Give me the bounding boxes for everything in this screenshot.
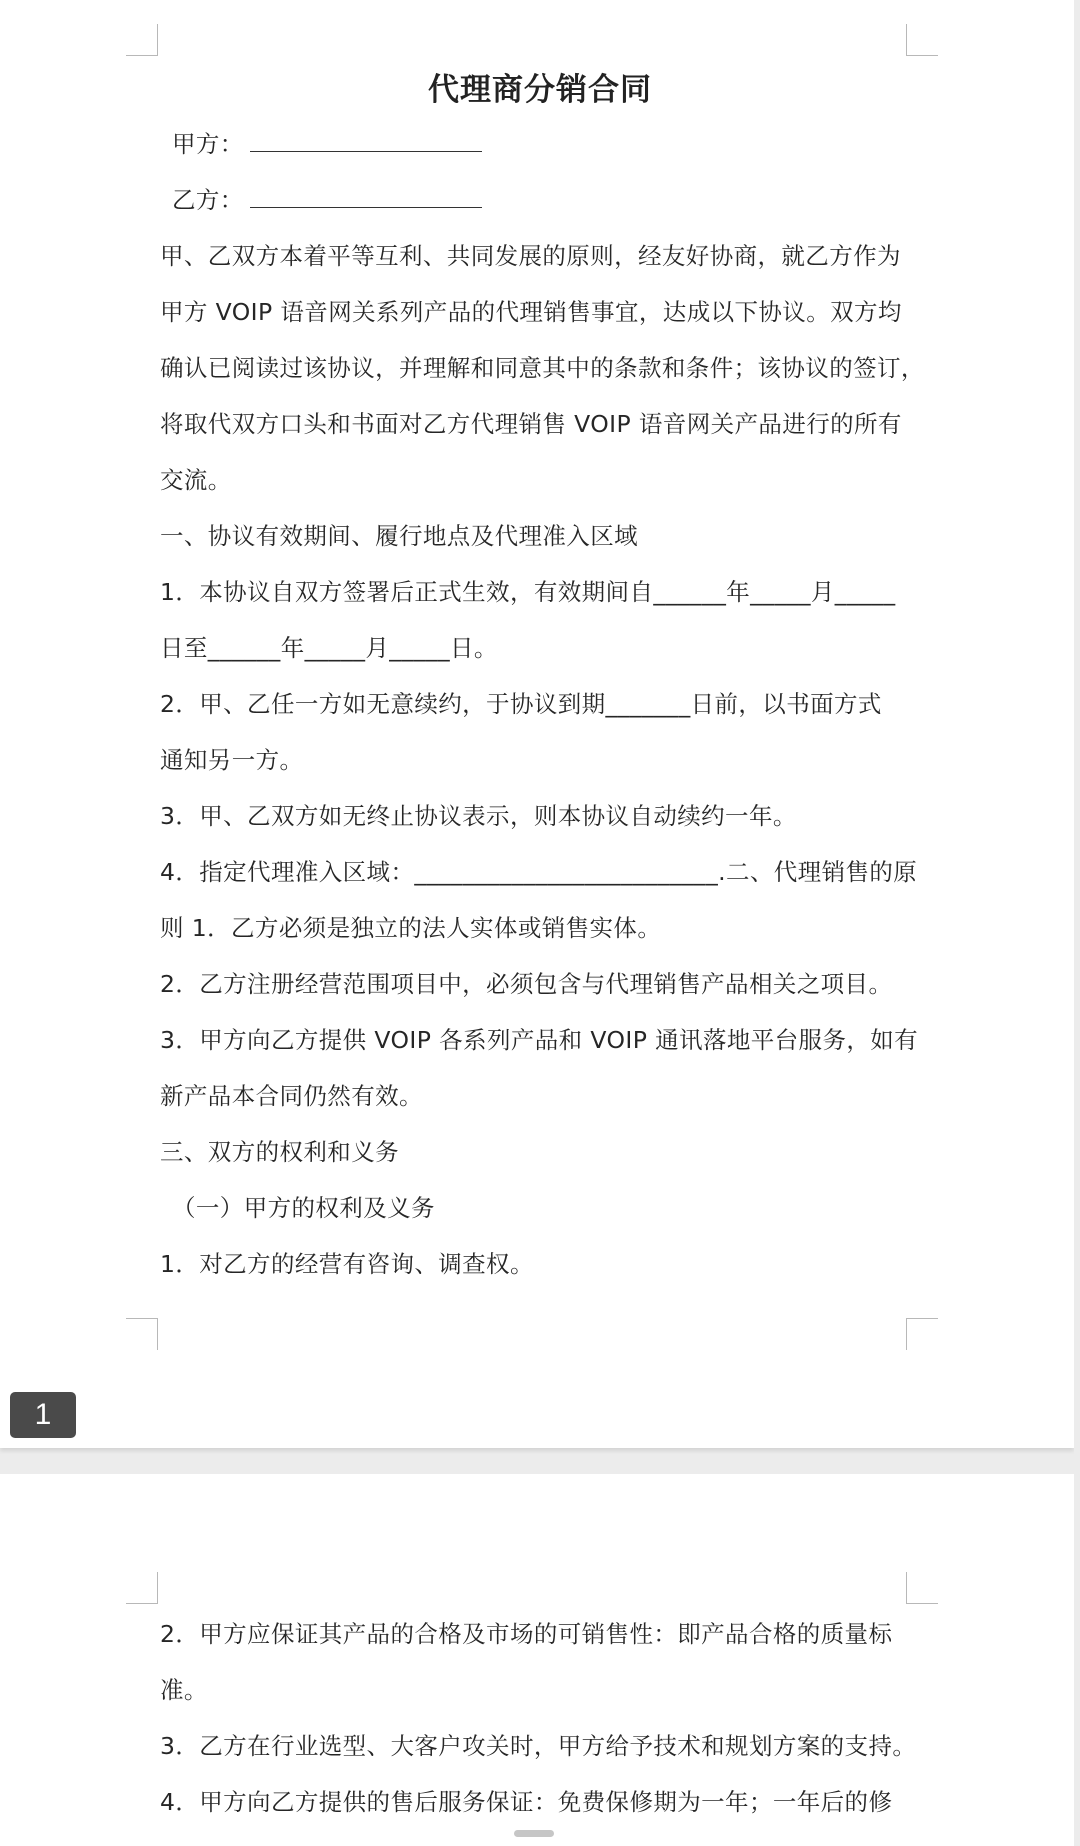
margin-corner-mark: [126, 24, 158, 56]
paragraph-line: 2．甲、乙任一方如无意续约，于协议到期_______日前，以书面方式: [160, 690, 882, 718]
paragraph-line: 准。: [160, 1676, 208, 1704]
paragraph-line: 将取代双方口头和书面对乙方代理销售 VOIP 语音网关产品进行的所有: [160, 410, 902, 438]
viewer-right-edge: [1074, 0, 1080, 1846]
paragraph-line: 4．指定代理准入区域：_________________________.二、代理销售的原: [160, 858, 918, 886]
party-a-line: [172, 128, 482, 160]
paragraph-line: 甲、乙双方本着平等互利、共同发展的原则，经友好协商，就乙方作为: [160, 242, 901, 270]
document-page-2: [0, 1474, 1074, 1846]
paragraph-line: 2．甲方应保证其产品的合格及市场的可销售性：即产品合格的质量标: [160, 1620, 893, 1648]
margin-corner-mark: [906, 1572, 938, 1604]
paragraph-line: 则 1．乙方必须是独立的法人实体或销售实体。: [160, 914, 662, 942]
paragraph-line: 2．乙方注册经营范围项目中，必须包含与代理销售产品相关之项目。: [160, 970, 893, 998]
paragraph-line: 交流。: [160, 466, 232, 494]
document-title: 代理商分销合同: [428, 72, 652, 108]
party-a-blank: [250, 130, 482, 152]
party-b-line: [172, 184, 482, 216]
margin-corner-mark: [126, 1318, 158, 1350]
page-number-badge: 1: [10, 1392, 76, 1438]
paragraph-line: 3．乙方在行业选型、大客户攻关时，甲方给予技术和规划方案的支持。: [160, 1732, 917, 1760]
paragraph-line: 4．甲方向乙方提供的售后服务保证：免费保修期为一年；一年后的修: [160, 1788, 893, 1816]
party-b-blank: [250, 186, 482, 208]
paragraph-line: 新产品本合同仍然有效。: [160, 1082, 423, 1110]
paragraph-line: 日至______年_____月_____日。: [160, 634, 498, 662]
paragraph-line: 1．本协议自双方签署后正式生效，有效期间自______年_____月_____: [160, 578, 896, 606]
party-b-label: 乙方：: [172, 186, 244, 214]
scroll-handle[interactable]: [514, 1830, 554, 1837]
margin-corner-mark: [906, 24, 938, 56]
paragraph-line: 3．甲方向乙方提供 VOIP 各系列产品和 VOIP 通讯落地平台服务，如有: [160, 1026, 919, 1054]
paragraph-line: 3．甲、乙双方如无终止协议表示，则本协议自动续约一年。: [160, 802, 797, 830]
paragraph-line: 1．对乙方的经营有咨询、调查权。: [160, 1250, 534, 1278]
section-heading: 三、双方的权利和义务: [160, 1138, 399, 1166]
paragraph-line: 通知另一方。: [160, 746, 304, 774]
party-a-label: 甲方：: [172, 130, 244, 158]
margin-corner-mark: [126, 1572, 158, 1604]
margin-corner-mark: [906, 1318, 938, 1350]
paragraph-line: 甲方 VOIP 语音网关系列产品的代理销售事宜，达成以下协议。双方均: [160, 298, 902, 326]
subsection-heading: （一）甲方的权利及义务: [172, 1194, 435, 1222]
section-heading: 一、协议有效期间、履行地点及代理准入区域: [160, 522, 638, 550]
paragraph-line: 确认已阅读过该协议，并理解和同意其中的条款和条件；该协议的签订，: [160, 354, 925, 382]
